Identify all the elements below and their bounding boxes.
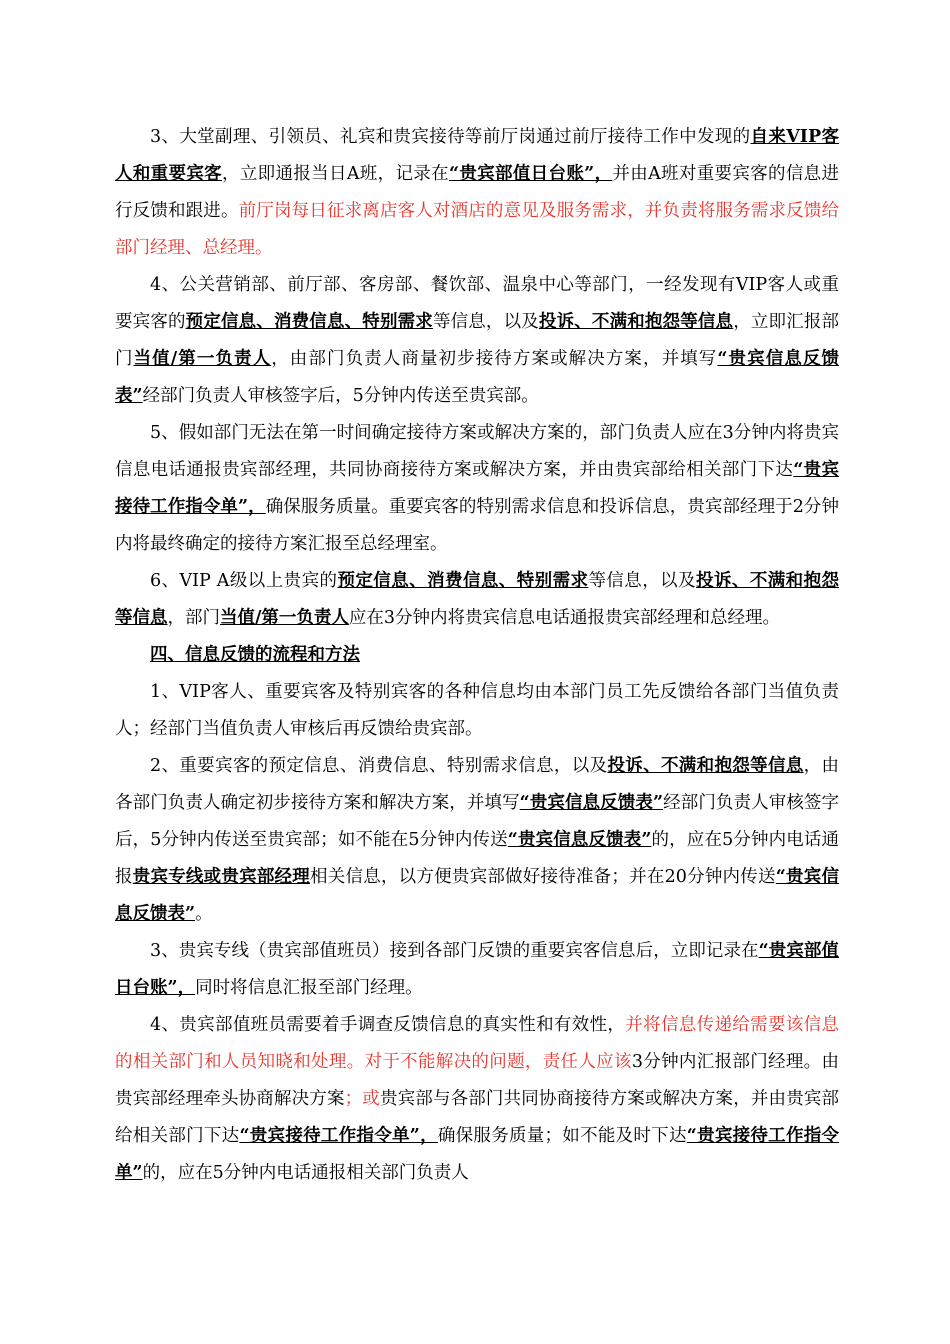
emphasis-text: “贵宾信息反馈表” [115, 867, 840, 924]
body-text: 等信息，以及 [432, 312, 539, 332]
highlight-text: 前厅岗每日征求离店客人对酒店的意见及服务需求，并负责将服务需求反馈给部门经理、总经理。 [115, 201, 840, 258]
body-text: 。 [195, 904, 213, 924]
emphasis-text: “贵宾信息反馈表” [507, 830, 652, 850]
section-4-item-2 [115, 748, 839, 933]
highlight-text: 并将信息传递给需要该信息的相关部门和人员知晓和处理。对于不能解决的问题，责任人应该 [115, 1015, 840, 1072]
emphasis-text: 投诉、不满和抱怨等信息 [115, 571, 840, 628]
body-text: 4、贵宾部值班员需要着手调查反馈信息的真实性和有效性， [150, 1015, 626, 1035]
emphasis-text: “贵宾信息反馈表” [115, 349, 839, 406]
body-text: 3分钟内汇报部门经理。由贵宾部经理牵头协商解决方案 [115, 1052, 839, 1109]
body-text: 5、假如部门无法在第一时间确定接待方案或解决方案的，部门负责人应在3分钟内将贵宾信息电话通报贵宾部经理，共同协商接待方案或解决方案，并由贵宾部给相关部门下达 [115, 423, 839, 480]
body-text: 1、VIP客人、重要宾客及特别宾客的各种信息均由本部门员工先反馈给各部门当值负责人；经部门当值负责人审核后再反馈给贵宾部。 [115, 682, 839, 739]
body-text: ，部门 [167, 608, 220, 628]
document-page [115, 119, 839, 1192]
emphasis-text: “贵宾接待工作指令单”， [239, 1126, 438, 1146]
body-text: 6、VIP A级以上贵宾的 [150, 571, 338, 591]
emphasis-text: 贵宾专线或贵宾部经理 [132, 867, 311, 887]
body-text: 确保服务质量。重要宾客的特别需求信息和投诉信息，贵宾部经理于2分钟内将最终确定的接待方案汇报至总经理室。 [115, 497, 839, 554]
emphasis-text: 投诉、不满和抱怨等信息 [538, 312, 734, 332]
emphasis-text: 自来VIP客人和重要宾客 [115, 127, 839, 184]
body-text: 4、公关营销部、前厅部、客房部、餐饮部、温泉中心等部门，一经发现有VIP客人或重要宾客的 [115, 275, 839, 332]
body-text: 的，应在5分钟内电话通报相关部门负责人 [142, 1163, 469, 1183]
body-text: 的，应在5分钟内电话通报 [115, 830, 839, 887]
paragraph-4 [115, 267, 839, 415]
highlight-text: ；或 [344, 1089, 380, 1109]
section-4-item-4 [115, 1007, 839, 1192]
section-4-item-3 [115, 933, 839, 1007]
body-text: 等信息，以及 [588, 571, 697, 591]
paragraph-6 [115, 563, 839, 637]
body-text: 并由A班对重要宾客的信息进行反馈和跟进。 [115, 164, 840, 221]
emphasis-text: “贵宾部值日台账”， [448, 164, 613, 184]
body-text: 确保服务质量；如不能及时下达 [437, 1126, 687, 1146]
section-4-item-1 [115, 674, 839, 748]
body-text: ，由各部门负责人确定初步接待方案和解决方案，并填写 [115, 756, 840, 813]
emphasis-text: “贵宾部值日台账”， [115, 941, 839, 998]
section-heading: 四、信息反馈的流程和方法 [150, 645, 360, 665]
emphasis-text: “贵宾信息反馈表” [519, 793, 664, 813]
body-text: 贵宾部与各部门共同协商接待方案或解决方案，并由贵宾部给相关部门下达 [115, 1089, 840, 1146]
body-text: 3、大堂副理、引领员、礼宾和贵宾接待等前厅岗通过前厅接待工作中发现的 [150, 127, 751, 147]
paragraph-3 [115, 119, 839, 267]
body-text: 经部门负责人审核签字后，5分钟内传送至贵宾部；如不能在5分钟内传送 [115, 793, 840, 850]
body-text: 同时将信息汇报至部门经理。 [195, 978, 423, 998]
body-text: ，由部门负责人商量初步接待方案或解决方案，并填写 [271, 349, 718, 369]
paragraph-5 [115, 415, 839, 563]
body-text: 3、贵宾专线（贵宾部值班员）接到各部门反馈的重要宾客信息后，立即记录在 [150, 941, 759, 961]
emphasis-text: 预定信息、消费信息、特别需求 [185, 312, 433, 332]
emphasis-text: 投诉、不满和抱怨等信息 [607, 756, 804, 776]
emphasis-text: “贵宾接待工作指令单” [115, 1126, 840, 1183]
emphasis-text: 当值/第一负责人 [133, 349, 272, 369]
body-text: ，立即汇报部门 [115, 312, 840, 369]
body-text: 经部门负责人审核签字后，5分钟内传送至贵宾部。 [142, 386, 539, 406]
emphasis-text: “贵宾接待工作指令单”， [115, 460, 839, 517]
emphasis-text: 当值/第一负责人 [220, 608, 349, 628]
body-text: 相关信息，以方便贵宾部做好接待准备；并在20分钟内传送 [310, 867, 776, 887]
emphasis-text: 预定信息、消费信息、特别需求 [337, 571, 589, 591]
body-text: ，立即通报当日A班，记录在 [222, 164, 449, 184]
body-text: 2、重要宾客的预定信息、消费信息、特别需求信息，以及 [150, 756, 608, 776]
body-text: 应在3分钟内将贵宾信息电话通报贵宾部经理和总经理。 [348, 608, 781, 628]
